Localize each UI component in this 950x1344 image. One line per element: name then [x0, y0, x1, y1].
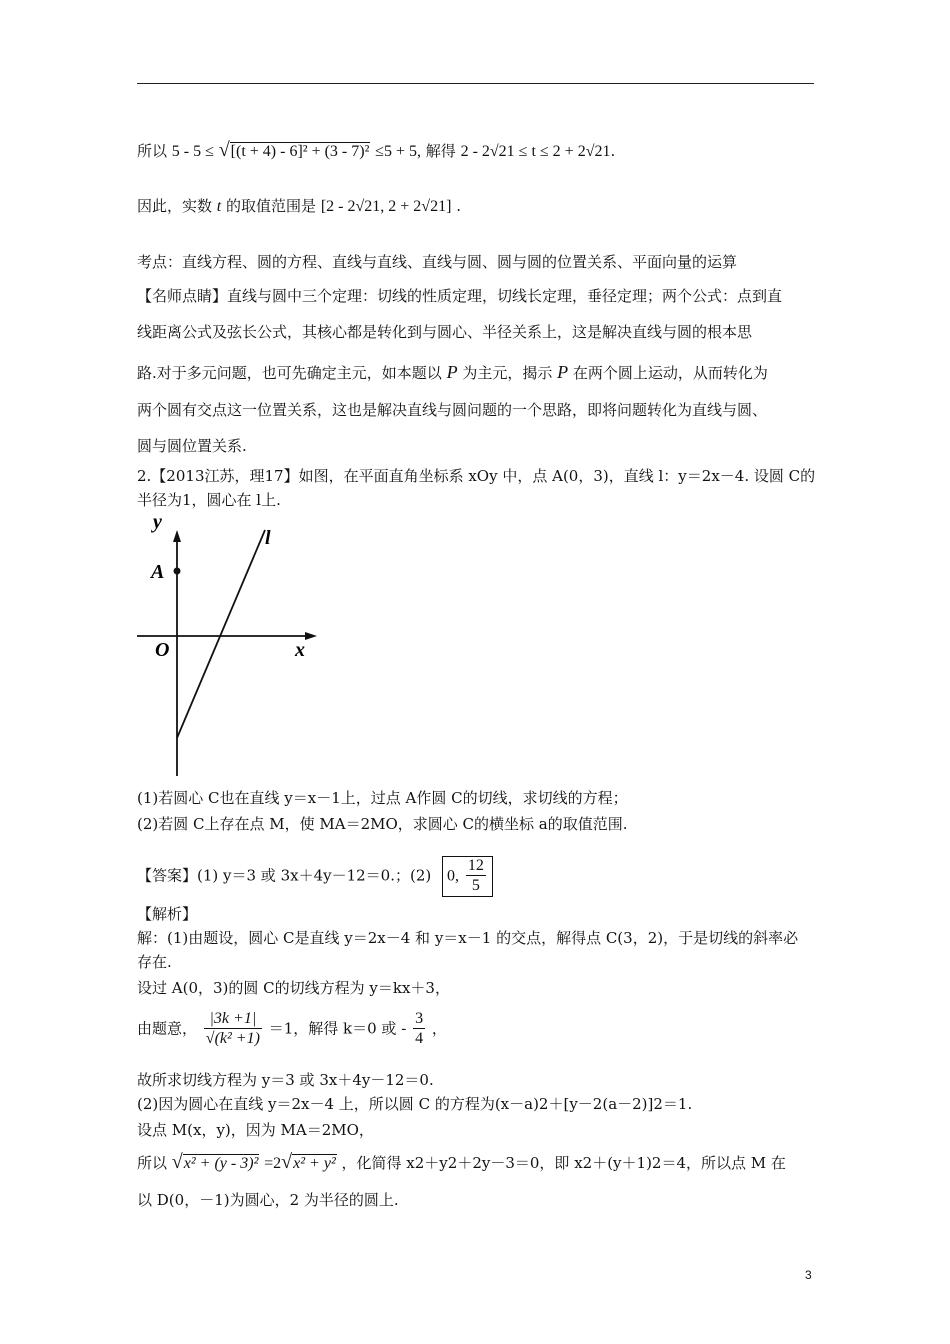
text: 所以: [137, 1154, 168, 1172]
answer-label: 【答案】(1) y＝3 或 3x＋4y－12＝0.；(2): [137, 866, 432, 885]
text: .: [610, 142, 616, 160]
text: 的取值范围是: [226, 197, 317, 215]
math-var: P: [557, 362, 569, 382]
fraction: [413, 1010, 425, 1049]
text: 解得: [425, 142, 456, 160]
page-number: 3: [805, 1268, 812, 1282]
x-axis-arrow: [305, 632, 317, 640]
math-sqrt: x² + (y - 3)²: [183, 1155, 259, 1172]
math-sqrt: x² + y²: [293, 1155, 336, 1172]
text: 路.对于多元问题，也可先确定主元，如本题以: [137, 364, 442, 382]
header-rule: [137, 83, 814, 84]
sol-line: 以 D(0，－1)为圆心，2 为半径的圆上.: [137, 1191, 399, 1209]
frac-den: 4: [415, 1030, 424, 1047]
line-l: [177, 530, 265, 738]
kaodian: 考点：直线方程、圆的方程、直线与直线、直线与圆、圆与圆的位置关系、平面向量的运算: [137, 253, 738, 271]
sol-line: 设点 M(x，y)，因为 MA＝2MO，: [137, 1121, 374, 1139]
sol-line: (2)因为圆心在直线 y＝2x－4 上，所以圆 C 的方程为(x－a)2＋[y－2(a－2)]2＝1.: [137, 1095, 693, 1113]
text: 0,: [447, 867, 460, 885]
point-a: [174, 568, 181, 575]
text: ，化简得 x2＋y2＋2y－3＝0，即 x2＋(y＋1)2＝4，所以点 M 在: [341, 1154, 786, 1172]
math-expr: ≤5 + 5,: [375, 143, 421, 160]
text: 为主元，揭示: [462, 364, 553, 382]
fraction: [204, 1010, 262, 1049]
mingshi-line: 两个圆有交点这一位置关系，这也是解决直线与圆问题的一个思路，即将问题转化为直线与圆、: [137, 401, 768, 419]
text: ，: [431, 1019, 447, 1038]
question-2: (2)若圆 C上存在点 M，使 MA＝2MO，求圆心 C的横坐标 a的取值范围.: [137, 815, 628, 833]
sol-line: 存在.: [137, 953, 172, 971]
frac-num: 12: [467, 857, 484, 874]
x-label: x: [295, 639, 305, 661]
frac-num: |3k +1|: [204, 1010, 262, 1029]
mingshi-line: 线距离公式及弦长公式，其核心都是转化到与圆心、半径关系上，这是解决直线与圆的根本思: [137, 323, 753, 341]
math-range: [2 - 2√21, 2 + 2√21]: [320, 198, 452, 215]
mingshi-line: [137, 362, 768, 383]
y-axis-arrow: [173, 530, 181, 542]
y-label: y: [153, 518, 162, 533]
text: 由题意，: [137, 1019, 198, 1038]
math-var: P: [446, 362, 458, 382]
question-1: (1)若圆心 C也在直线 y＝x－1上，过点 A作圆 C的切线，求切线的方程；: [137, 789, 628, 807]
coordinate-figure: [133, 518, 323, 780]
math-sqrt: [(t + 4) - 6]² + (3 - 7)²: [230, 143, 370, 160]
text: 所以: [137, 142, 168, 160]
math-expr: 5 - 5 ≤: [171, 143, 214, 160]
text: ＝1，解得 k＝0 或 -: [268, 1019, 407, 1038]
sol-line: 设过 A(0，3)的圆 C的切线方程为 y＝kx＋3，: [137, 979, 450, 997]
mingshi-line: 【名师点睛】直线与圆中三个定理：切线的性质定理，切线长定理，垂径定理；两个公式：点到直: [137, 287, 783, 305]
math-expr: 2 - 2√21 ≤ t ≤ 2 + 2√21: [460, 143, 611, 160]
line-range: [137, 196, 461, 217]
sol-line: 故所求切线方程为 y＝3 或 3x＋4y－12＝0.: [137, 1071, 434, 1089]
sol-line: [137, 1010, 447, 1049]
text: 因此，实数: [137, 197, 213, 215]
frac-den: √(k² +1): [205, 1030, 260, 1047]
line-inequality: 所以 5 - 5 ≤ √[(t + 4) - 6]² + (3 - 7)² ≤5 + 5, 解得 2 - 2√21 ≤ t ≤ 2 + 2√21.: [137, 139, 616, 161]
math-expr: =2: [264, 1155, 282, 1172]
frac-num: 3: [415, 1010, 424, 1027]
problem-2-line: 2.【2013江苏，理17】如图，在平面直角坐标系 xOy 中，点 A(0，3)，直线 l：y＝2x－4. 设圆 C的: [137, 467, 816, 485]
jiexi-heading: 【解析】: [137, 905, 198, 923]
a-label: A: [151, 561, 165, 583]
sol-line: 所以 √x² + (y - 3)² =2√x² + y² ，化简得 x2＋y2＋2y－3＝0，即 x2＋(y＋1)2＝4，所以点 M 在: [137, 1151, 786, 1173]
fraction: [466, 857, 486, 896]
sol-line: 解：(1)由题设，圆心 C是直线 y＝2x－4 和 y＝x－1 的交点，解得点 C(3，2)，于是切线的斜率必: [137, 929, 799, 947]
text: 在两个圆上运动，从而转化为: [572, 364, 768, 382]
l-label: l: [265, 527, 271, 549]
answer-interval: [442, 856, 493, 897]
problem-2-line: 半径为1，圆心在 l上.: [137, 491, 281, 509]
origin-label: O: [155, 639, 170, 661]
frac-den: 5: [471, 877, 480, 894]
mingshi-line: 圆与圆位置关系.: [137, 437, 247, 455]
text: .: [456, 197, 461, 215]
answer-line: [137, 856, 493, 897]
math-var: t: [216, 198, 222, 215]
